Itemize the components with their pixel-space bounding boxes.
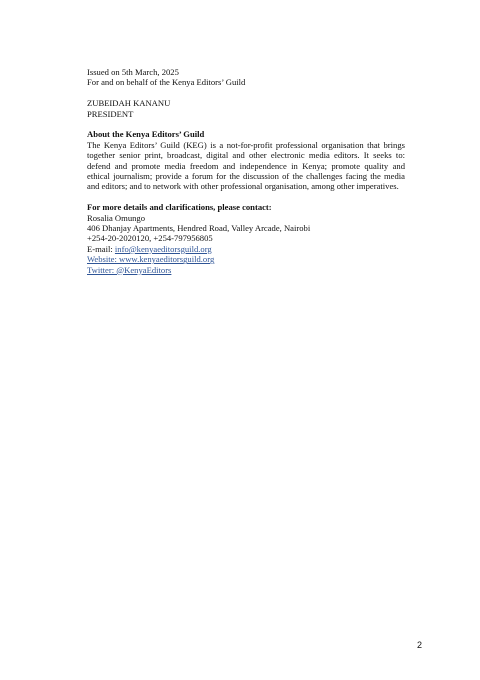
spacer	[87, 88, 405, 98]
contact-address: 406 Dhanjay Apartments, Hendred Road, Valley Arcade, Nairobi	[87, 223, 311, 234]
website-link[interactable]: Website: www.kenyaeditorsguild.org	[87, 254, 215, 265]
signatory-title: PRESIDENT	[87, 108, 134, 119]
issue-behalf: For and on behalf of the Kenya Editors’ Guild	[87, 77, 246, 88]
issue-date: Issued on 5th March, 2025	[87, 67, 179, 77]
about-heading: About the Kenya Editors’ Guild	[87, 129, 205, 140]
document-body	[87, 67, 405, 275]
page-number: 2	[416, 640, 422, 650]
contact-heading: For more details and clarifications, please contact:	[87, 202, 272, 213]
contact-phones: +254-20-2020120, +254-797956805	[87, 233, 213, 244]
contact-name: Rosalia Omungo	[87, 212, 146, 223]
email-label: E-mail:	[87, 243, 115, 254]
contact-email-line	[87, 244, 405, 254]
spacer	[87, 192, 405, 202]
spacer	[87, 119, 405, 129]
twitter-link[interactable]: Twitter: @KenyaEditors	[87, 264, 172, 275]
about-body: The Kenya Editors’ Guild (KEG) is a not-for-profit professional organisation that brings together senior print, broadcast, digital and other electronic media editors. It seeks to: defend and promote media freedom and independence in Kenya; promote quality and ethical journalism; provide a forum for the discussion of the challenges facing the media and editors; and to network with other professional organisation, among other imperatives.	[87, 139, 405, 192]
email-link[interactable]: info@kenyaeditorsguild.org	[114, 243, 212, 254]
signatory-name: ZUBEIDAH KANANU	[87, 98, 171, 109]
